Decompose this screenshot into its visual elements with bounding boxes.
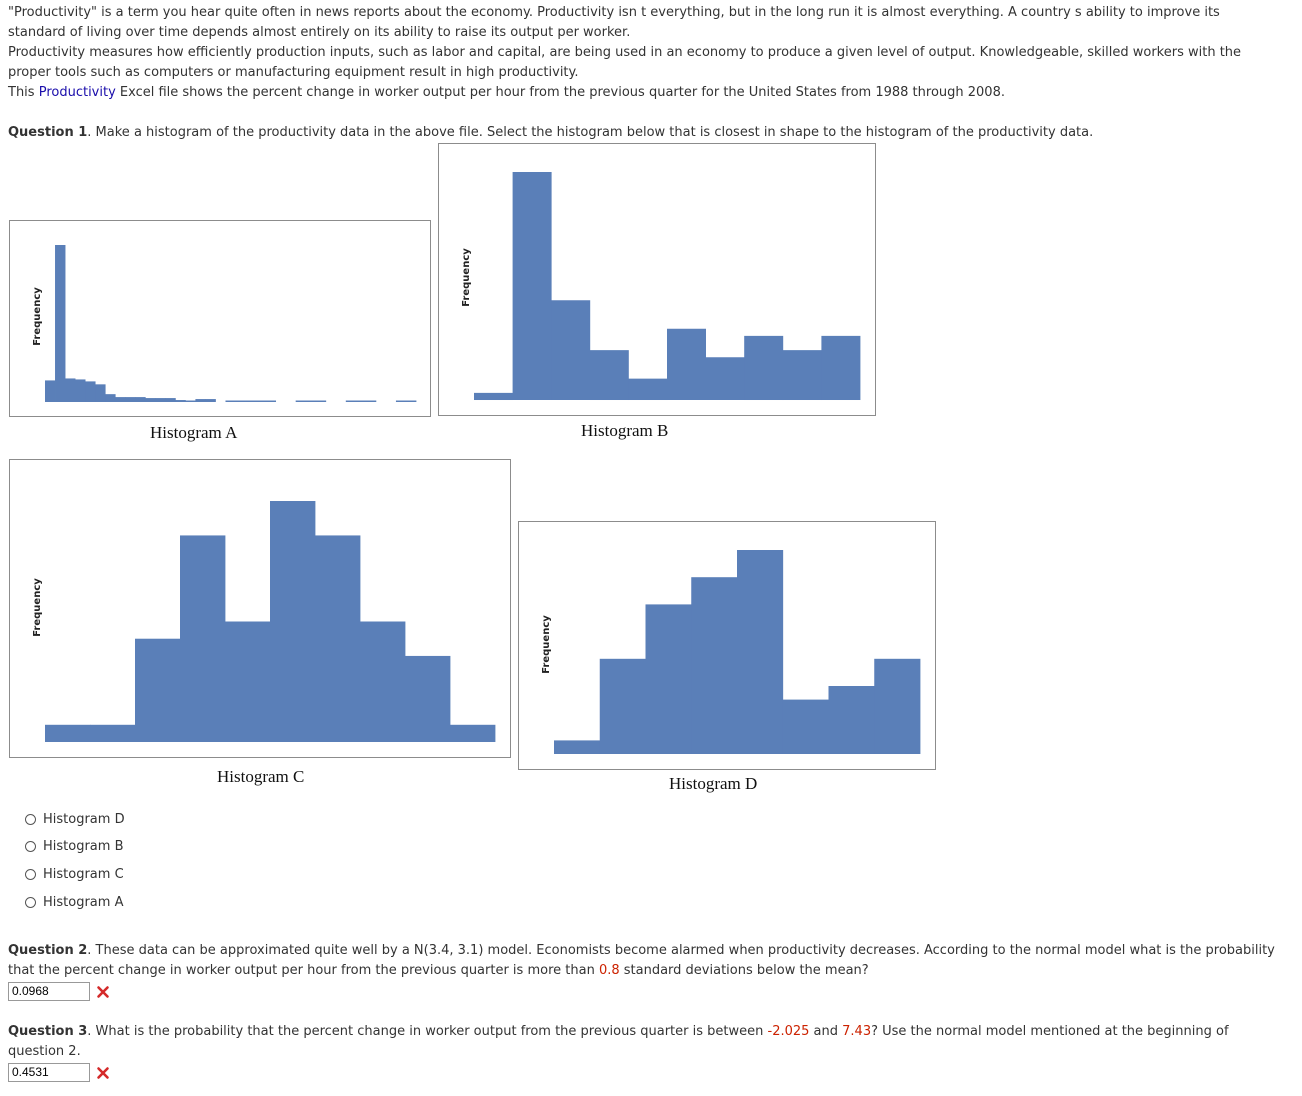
histogram-a-bar <box>366 401 376 403</box>
histogram-a-bar <box>296 401 306 403</box>
histogram-b-bar <box>744 336 783 400</box>
histogram-a-bar <box>306 401 316 403</box>
histogram-a-bar <box>95 384 105 402</box>
histogram-a-bar <box>165 398 175 402</box>
histogram-b-bar <box>706 357 745 400</box>
option-label: Histogram D <box>43 811 125 827</box>
question-3-and: and <box>809 1024 843 1039</box>
histogram-b-bar <box>628 379 667 400</box>
histogram-a-caption: Histogram A <box>150 423 238 442</box>
histogram-b-bar <box>474 393 513 400</box>
histogram-a-bar <box>115 397 125 402</box>
histogram-d-bar <box>554 740 600 754</box>
histogram-c-bar <box>270 501 315 742</box>
histogram-a-ylabel: Frequency <box>31 287 43 346</box>
histogram-a-bar <box>105 394 115 402</box>
histogram-c-bar <box>450 725 495 742</box>
histogram-a-bar <box>65 378 75 402</box>
radio-button[interactable] <box>25 897 36 908</box>
intro-paragraph-2: Productivity measures how efficiently production inputs, such as labor and capital, are being used in an economy to produce a given level of output. Knowledgeable, skilled workers with the proper tools such as computers or manufacturing equipment result in high productivity. <box>8 45 1242 80</box>
option-histogram-a[interactable] <box>25 892 123 912</box>
histogram-a-bar <box>225 401 235 403</box>
question-2-answer-input[interactable]: 0.0968 <box>8 982 90 1001</box>
histogram-a-bar <box>356 401 366 403</box>
histogram-b <box>438 143 876 416</box>
histogram-c-bar <box>225 622 270 743</box>
histogram-b-ylabel: Frequency <box>460 248 472 307</box>
incorrect-x-icon <box>96 985 110 999</box>
incorrect-x-icon <box>96 1066 110 1080</box>
histogram-d-bar <box>691 577 737 754</box>
histogram-a-bar <box>396 401 406 403</box>
intro-paragraph-1: "Productivity" is a term you hear quite often in news reports about the economy. Productivity isn t everything, but in the long run it is almost everything. A country s ability to improve its standard of living over time depends almost entirely on its ability to raise its output per worker. <box>8 5 1220 40</box>
histogram-a-bar <box>125 397 135 402</box>
histogram-a-bar <box>155 398 165 402</box>
histogram-c-ylabel: Frequency <box>31 578 43 637</box>
histogram-c-plot <box>10 460 512 759</box>
histogram-b-bar <box>783 350 822 400</box>
question-2-text: . These data can be approximated quite well by a N(3.4, 3.1) model. Economists become alarmed when productivity decreases. According to the normal model what is the probability that the percent change in worker output per hour from the previous quarter is more than <box>8 943 1275 978</box>
histogram-a-bar <box>205 399 215 402</box>
intro-paragraph-3 <box>8 83 1278 103</box>
intro-text: This <box>8 85 39 100</box>
radio-button[interactable] <box>25 869 36 880</box>
productivity-file-link[interactable]: Productivity <box>38 85 116 100</box>
histogram-b-bar <box>667 329 706 400</box>
histogram-a-bar <box>75 379 85 402</box>
histogram-c-bar <box>360 622 405 743</box>
question-3-text-tail: ? Use the normal model mentioned at the beginning of question 2. <box>8 1024 1229 1059</box>
histogram-a <box>9 220 431 417</box>
histogram-d-bar <box>737 550 783 754</box>
histogram-c-bar <box>180 535 225 742</box>
question-2-text-tail: standard deviations below the mean? <box>619 963 869 978</box>
histogram-a-bar <box>316 401 326 403</box>
histogram-b-bar <box>821 336 860 400</box>
histogram-d-ylabel: Frequency <box>540 615 552 674</box>
question-3-low-value: -2.025 <box>767 1024 810 1039</box>
question-3-label: Question 3 <box>8 1024 88 1039</box>
histogram-a-bar <box>145 398 155 402</box>
histogram-c-bar <box>45 725 90 742</box>
histogram-b-plot <box>439 144 877 417</box>
histogram-d-bar <box>783 700 829 754</box>
histogram-a-bar <box>195 399 205 402</box>
option-label: Histogram C <box>43 866 124 882</box>
question-1-text: . Make a histogram of the productivity data in the above file. Select the histogram below that is closest in shape to the histogram of the productivity data. <box>87 125 1094 140</box>
histogram-d-caption: Histogram D <box>669 774 758 793</box>
option-label: Histogram A <box>43 894 124 910</box>
question-3-answer-input[interactable]: 0.4531 <box>8 1063 90 1082</box>
question-3-prompt <box>8 1022 1258 1062</box>
histogram-a-bar <box>175 400 185 402</box>
question-2-label: Question 2 <box>8 943 88 958</box>
question-2-highlight: 0.8 <box>598 963 620 978</box>
histogram-a-plot <box>10 221 432 418</box>
question-2-prompt <box>8 941 1293 981</box>
histogram-d-bar <box>874 659 920 754</box>
question-3-high-value: 7.43 <box>842 1024 872 1039</box>
histogram-a-bar <box>55 245 65 402</box>
radio-button[interactable] <box>25 814 36 825</box>
histogram-a-bar <box>45 380 55 402</box>
histogram-a-bar <box>266 401 276 403</box>
histogram-a-bar <box>85 381 95 402</box>
histogram-a-bar <box>256 401 266 403</box>
histogram-a-bar <box>135 397 145 402</box>
option-label: Histogram B <box>43 838 124 854</box>
histogram-a-bar <box>406 401 416 403</box>
histogram-c-caption: Histogram C <box>217 767 305 786</box>
option-histogram-c[interactable] <box>25 864 124 884</box>
histogram-a-bar <box>246 401 256 403</box>
histogram-d-bar <box>600 659 646 754</box>
question-3-text: . What is the probability that the percent change in worker output from the previous quarter is between <box>87 1024 768 1039</box>
intro-text-tail: Excel file shows the percent change in worker output per hour from the previous quarter for the United States from 1988 through 2008. <box>115 85 1005 100</box>
histogram-c-bar <box>135 639 180 742</box>
histogram-c <box>9 459 511 758</box>
histogram-d <box>518 521 936 770</box>
question-1-prompt <box>8 123 1278 143</box>
histogram-d-plot <box>519 522 937 771</box>
histogram-b-bar <box>513 172 552 400</box>
option-histogram-d[interactable] <box>25 809 125 829</box>
histogram-a-bar <box>185 401 195 403</box>
histogram-d-bar <box>829 686 875 754</box>
histogram-a-bar <box>236 401 246 403</box>
histogram-b-caption: Histogram B <box>581 421 669 440</box>
histogram-c-bar <box>315 535 360 742</box>
histogram-b-bar <box>590 350 629 400</box>
histogram-c-bar <box>90 725 135 742</box>
option-histogram-b[interactable] <box>25 836 124 856</box>
histogram-d-bar <box>646 604 692 754</box>
histogram-c-bar <box>405 656 450 742</box>
histogram-b-bar <box>551 300 590 400</box>
question-1-label: Question 1 <box>8 125 88 140</box>
histogram-a-bar <box>346 401 356 403</box>
radio-button[interactable] <box>25 841 36 852</box>
